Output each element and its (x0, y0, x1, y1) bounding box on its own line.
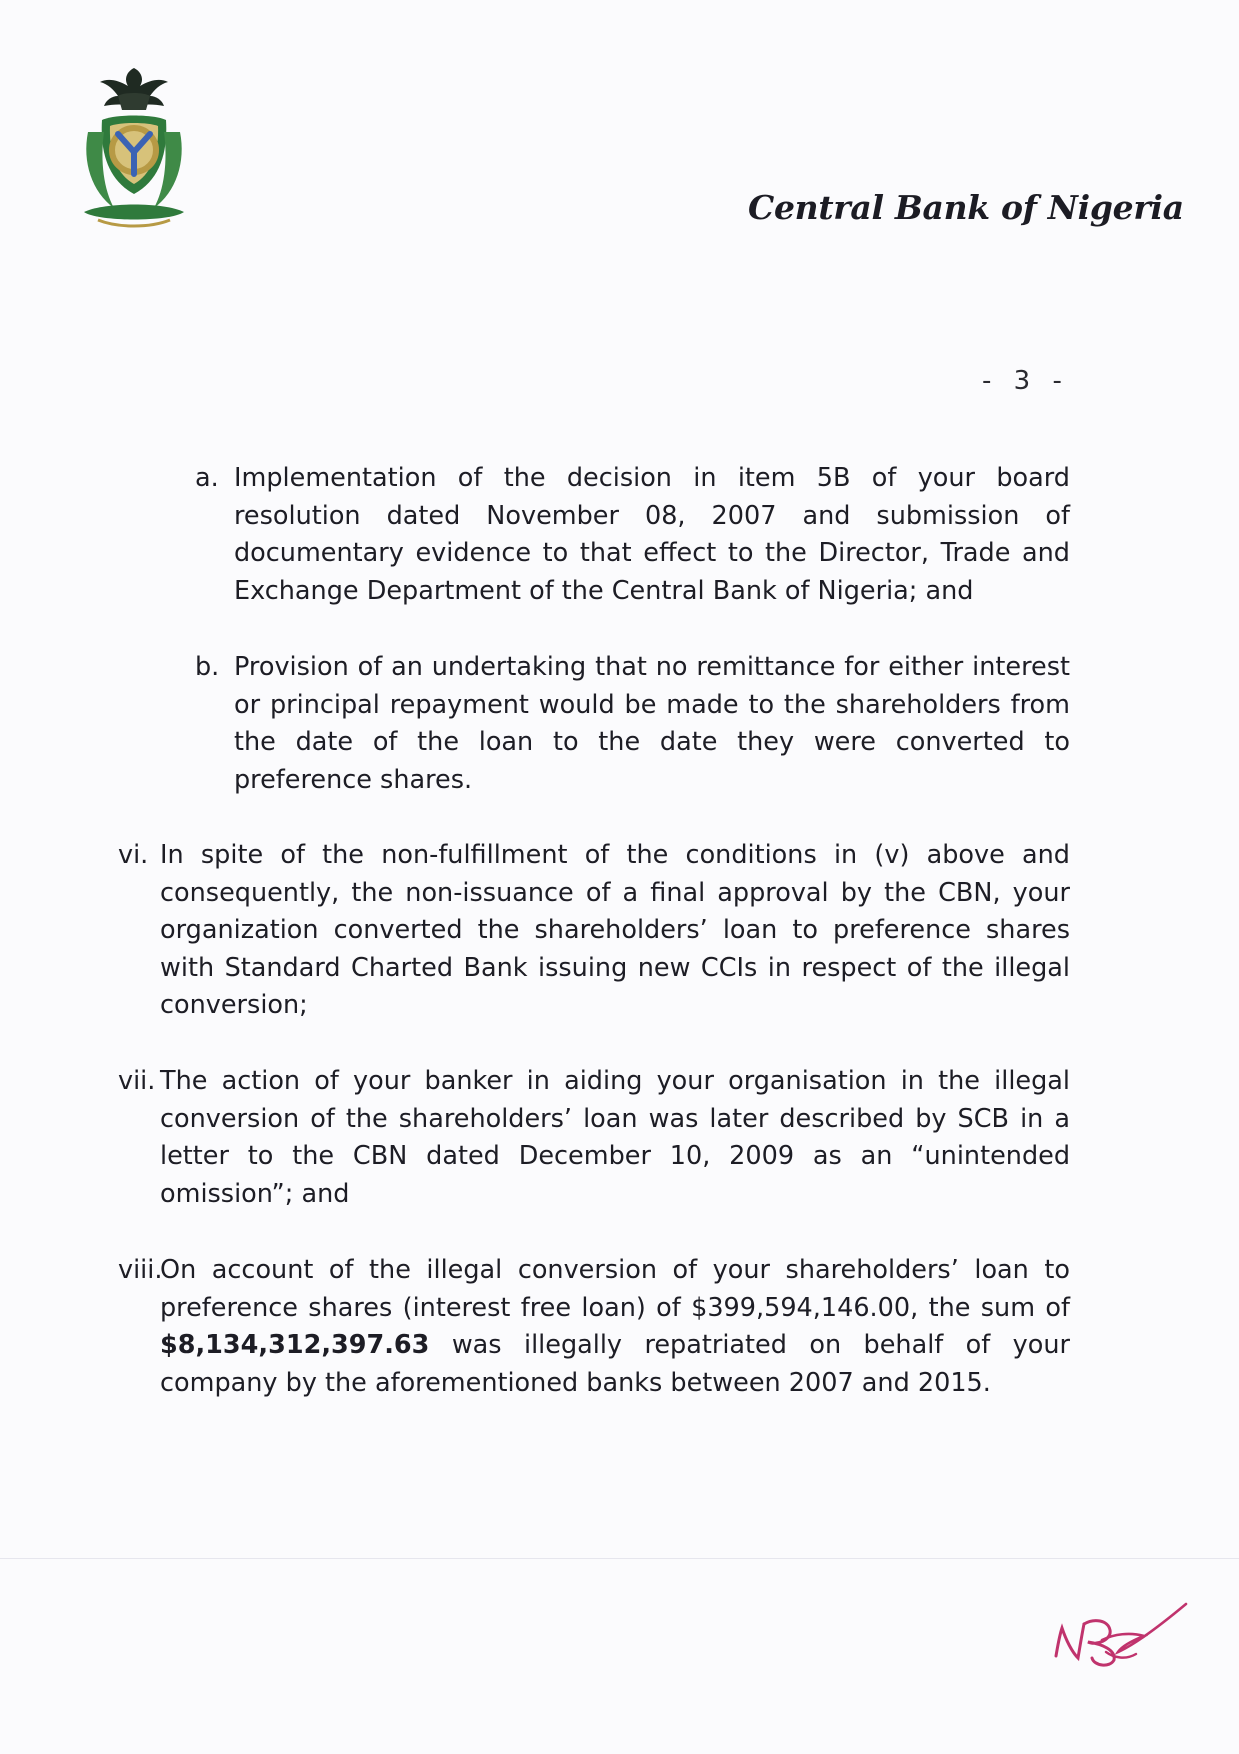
text-before-amount: On account of the illegal conversion of your shareholders’ loan to preference shares (interest free loan) of $399,594,146.00, the sum of (160, 1255, 1070, 1323)
list-item-viii (118, 1252, 1070, 1402)
list-marker: viii. (118, 1255, 163, 1285)
list-marker: vii. (118, 1066, 156, 1096)
handwritten-initials (1044, 1594, 1194, 1674)
page-number: - 3 - (982, 366, 1062, 396)
list-item-vii (118, 1063, 1070, 1213)
list-item-a (195, 460, 1070, 610)
list-marker: a. (195, 463, 219, 493)
list-item-b (195, 649, 1070, 799)
footer-divider (0, 1558, 1239, 1559)
cbn-crest-icon (74, 62, 194, 238)
repatriated-amount: $8,134,312,397.63 (160, 1330, 430, 1360)
text-after-amount: was illegally repatriated on behalf of your company by the aforementioned banks between 2007 and 2015. (160, 1330, 1071, 1398)
list-item-text (160, 1252, 1070, 1402)
list-marker: b. (195, 652, 220, 682)
list-marker: vi. (118, 840, 149, 870)
list-item-vi (118, 837, 1070, 1025)
list-item-text: Implementation of the decision in item 5B of your board resolution dated November 08, 2007 and submission of documentary evidence to that effect to the Director, Trade and Exchange Department of the Central Bank of Nigeria; and (234, 463, 1070, 606)
list-item-text: Provision of an undertaking that no remittance for either interest or principal repayment would be made to the shareholders from the date of the loan to the date they were converted to preference shares. (234, 652, 1070, 795)
list-item-text: In spite of the non-fulfillment of the conditions in (v) above and consequently, the non-issuance of a final approval by the CBN, your organization converted the shareholders’ loan to preference shares with Standard Charted Bank issuing new CCIs in respect of the illegal conversion; (160, 840, 1070, 1020)
list-item-text: The action of your banker in aiding your organisation in the illegal conversion of the shareholders’ loan was later described by SCB in a letter to the CBN dated December 10, 2009 as an “unintended omission”; and (160, 1066, 1070, 1209)
bank-name-heading: Central Bank of Nigeria (748, 188, 1184, 227)
